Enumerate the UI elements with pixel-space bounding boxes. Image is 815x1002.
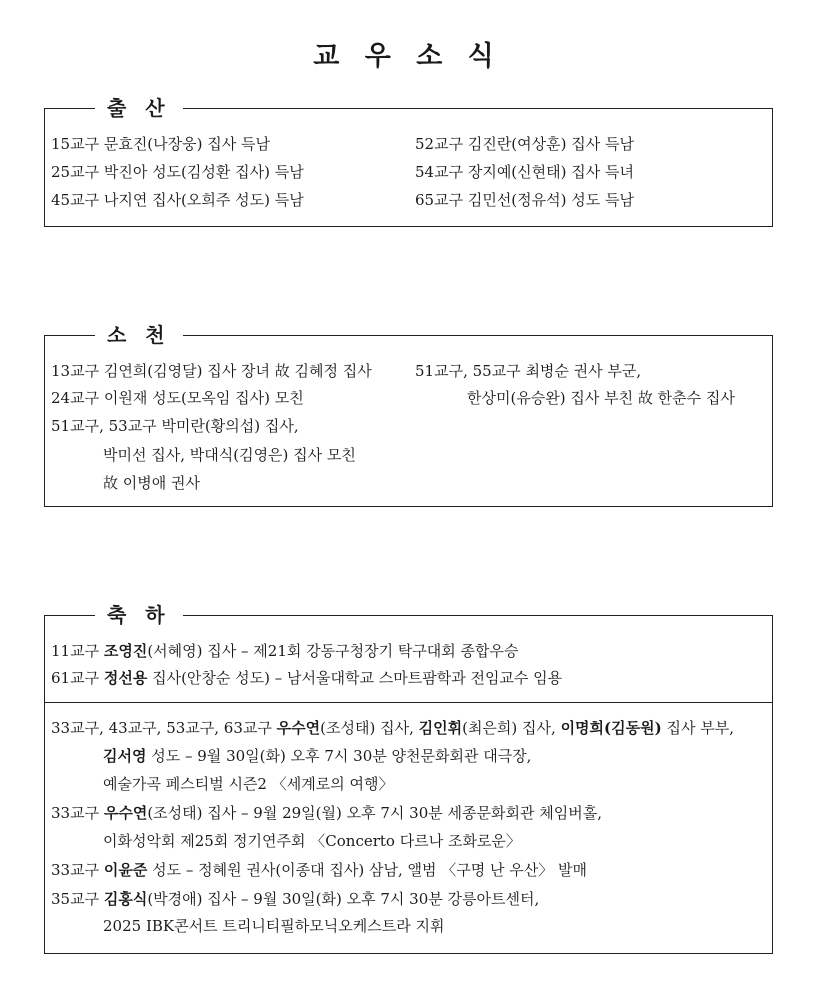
congrats-item: 2025 IBK콘서트 트리니티필하모닉오케스트라 지휘 (103, 917, 445, 935)
birth-item: 52교구 김진란(여상훈) 집사 득남 (415, 135, 634, 153)
death-section (44, 323, 773, 507)
death-item: 박미선 집사, 박대식(김영은) 집사 모친 (103, 446, 356, 464)
congrats-item: 61교구 정선용 집사(안창순 성도) – 남서울대학교 스마트팜학과 전임교수 임용 (51, 669, 563, 687)
birth-item: 25교구 박진아 성도(김성환 집사) 득남 (51, 163, 304, 181)
birth-section-label: 출 산 (95, 95, 183, 121)
congrats-item: 35교구 김홍식(박경애) 집사 – 9월 30일(화) 오후 7시 30분 강릉아트센터, (51, 890, 540, 908)
congrats-section-label: 축 하 (95, 602, 183, 628)
death-item: 한상미(유승완) 집사 부친 故 한춘수 집사 (467, 389, 735, 407)
birth-section (44, 96, 773, 227)
death-item: 51교구, 55교구 최병순 권사 부군, (415, 362, 642, 380)
death-item: 24교구 이원재 성도(모옥임 집사) 모친 (51, 389, 304, 407)
congrats-item: 김서영 성도 – 9월 30일(화) 오후 7시 30분 양천문화회관 대극장, (103, 747, 532, 765)
death-item: 51교구, 53교구 박미란(황의섭) 집사, (51, 417, 299, 435)
congrats-item: 33교구 이윤준 성도 – 정혜원 권사(이종대 집사) 삼남, 앨범 〈구명 난 우산〉 발매 (51, 861, 588, 879)
congrats-item: 33교구, 43교구, 53교구, 63교구 우수연(조성태) 집사, 김인휘(최은희) 집사, 이명희(김동원) 집사 부부, (51, 719, 734, 737)
death-section-label: 소 천 (95, 322, 183, 348)
birth-item: 65교구 김민선(정유석) 성도 득남 (415, 191, 634, 209)
congrats-section (44, 603, 773, 954)
birth-item: 54교구 장지예(신현태) 집사 득녀 (415, 163, 634, 181)
death-item: 13교구 김연희(김영달) 집사 장녀 故 김혜정 집사 (51, 362, 372, 380)
death-item: 故 이병애 권사 (103, 474, 200, 492)
birth-item: 45교구 나지연 집사(오희주 성도) 득남 (51, 191, 304, 209)
congrats-item: 이화성악회 제25회 정기연주회 〈Concerto 다르나 조화로운〉 (103, 832, 521, 850)
congrats-item: 33교구 우수연(조성태) 집사 – 9월 29일(월) 오후 7시 30분 세종문화회관 체임버홀, (51, 804, 602, 822)
section-divider (45, 702, 772, 703)
congrats-item: 예술가곡 페스티벌 시즌2 〈세계로의 여행〉 (103, 775, 394, 793)
birth-item: 15교구 문효진(나장웅) 집사 득남 (51, 135, 270, 153)
page-title: 교 우 소 식 (313, 41, 502, 72)
congrats-item: 11교구 조영진(서혜영) 집사 – 제21회 강동구청장기 탁구대회 종합우승 (51, 642, 519, 660)
